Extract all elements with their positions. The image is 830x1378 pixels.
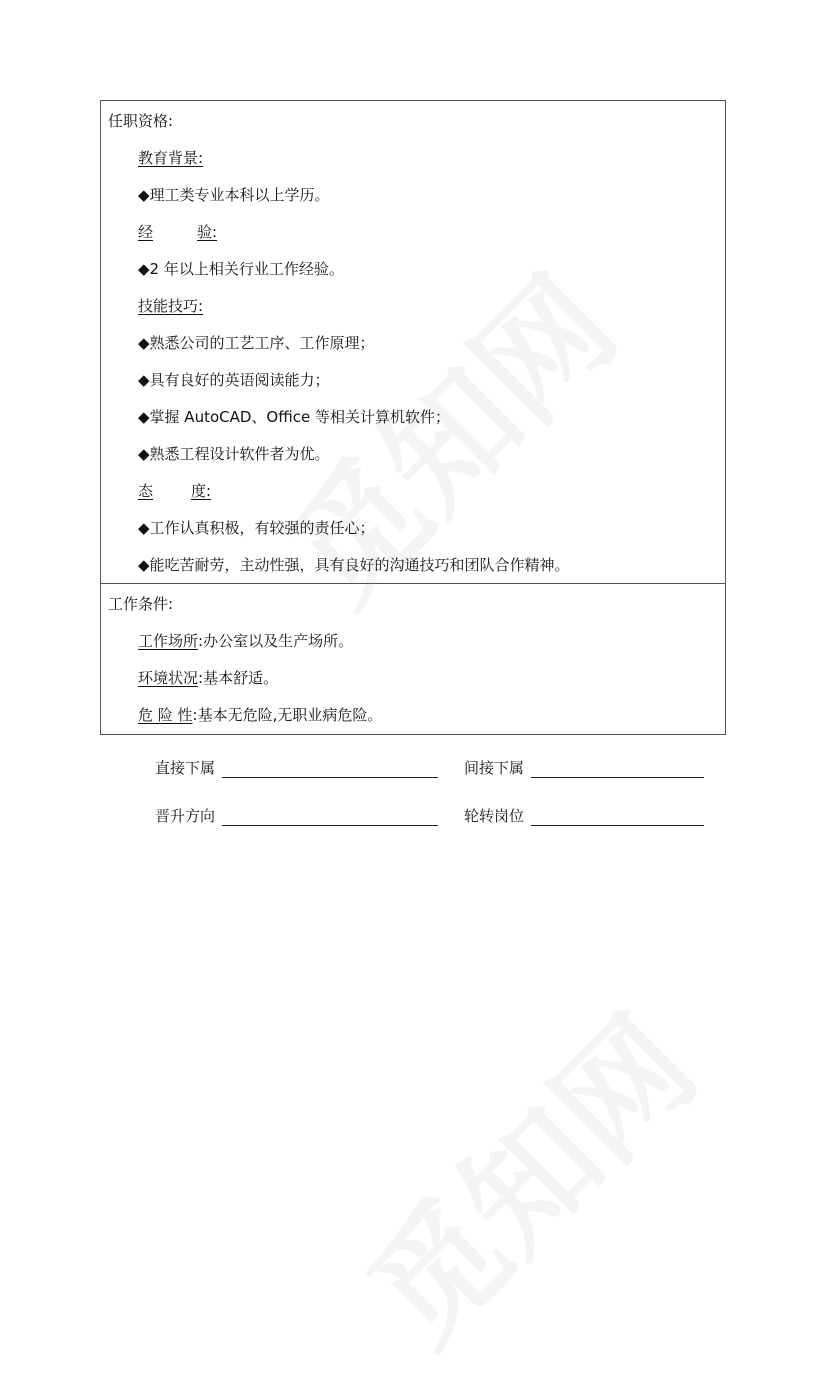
workplace-label: 工作场所	[138, 632, 199, 650]
skills-item: ◆具有良好的英语阅读能力；	[138, 371, 330, 389]
skills-label: 技能技巧:	[138, 297, 204, 315]
workplace-row	[138, 631, 353, 651]
experience-label-part: 验:	[197, 223, 218, 241]
attitude-label	[138, 481, 211, 501]
education-label: 教育背景:	[138, 149, 204, 167]
skills-item: ◆熟悉工程设计软件者为优。	[138, 445, 330, 463]
attitude-item: ◆能吃苦耐劳，主动性强，具有良好的沟通技巧和团队合作精神。	[138, 556, 570, 574]
skills-item: ◆掌握 AutoCAD、Office 等相关计算机软件；	[138, 408, 450, 426]
attitude-label-part: 度:	[191, 482, 212, 500]
rotation-field[interactable]	[531, 825, 704, 826]
experience-item: ◆2 年以上相关行业工作经验。	[138, 260, 344, 278]
attitude-item: ◆工作认真积极，有较强的责任心；	[138, 519, 375, 537]
indirect-subordinate-label: 间接下属	[464, 759, 525, 777]
conditions-section	[100, 583, 726, 735]
risk-label: 危 险 性	[138, 706, 193, 724]
rotation-label: 轮转岗位	[464, 807, 525, 825]
qualifications-title: 任职资格:	[108, 112, 174, 130]
experience-label	[138, 222, 217, 242]
qualifications-section	[100, 100, 726, 584]
conditions-title: 工作条件:	[108, 595, 174, 613]
indirect-subordinate-field[interactable]	[531, 777, 704, 778]
direct-subordinate-label: 直接下属	[155, 759, 216, 777]
direct-subordinate-field[interactable]	[222, 777, 438, 778]
attitude-label-part: 态	[138, 482, 154, 500]
skills-item: ◆熟悉公司的工艺工序、工作原理；	[138, 334, 375, 352]
environment-label: 环境状况	[138, 669, 199, 687]
experience-label-part: 经	[138, 223, 154, 241]
risk-value: :基本无危险,无职业病危险。	[192, 706, 383, 724]
risk-row	[138, 705, 382, 725]
environment-row	[138, 668, 278, 688]
promotion-label: 晋升方向	[155, 807, 216, 825]
promotion-field[interactable]	[222, 825, 438, 826]
education-item: ◆理工类专业本科以上学历。	[138, 186, 330, 204]
workplace-value: :办公室以及生产场所。	[198, 632, 354, 650]
environment-value: :基本舒适。	[198, 669, 279, 687]
